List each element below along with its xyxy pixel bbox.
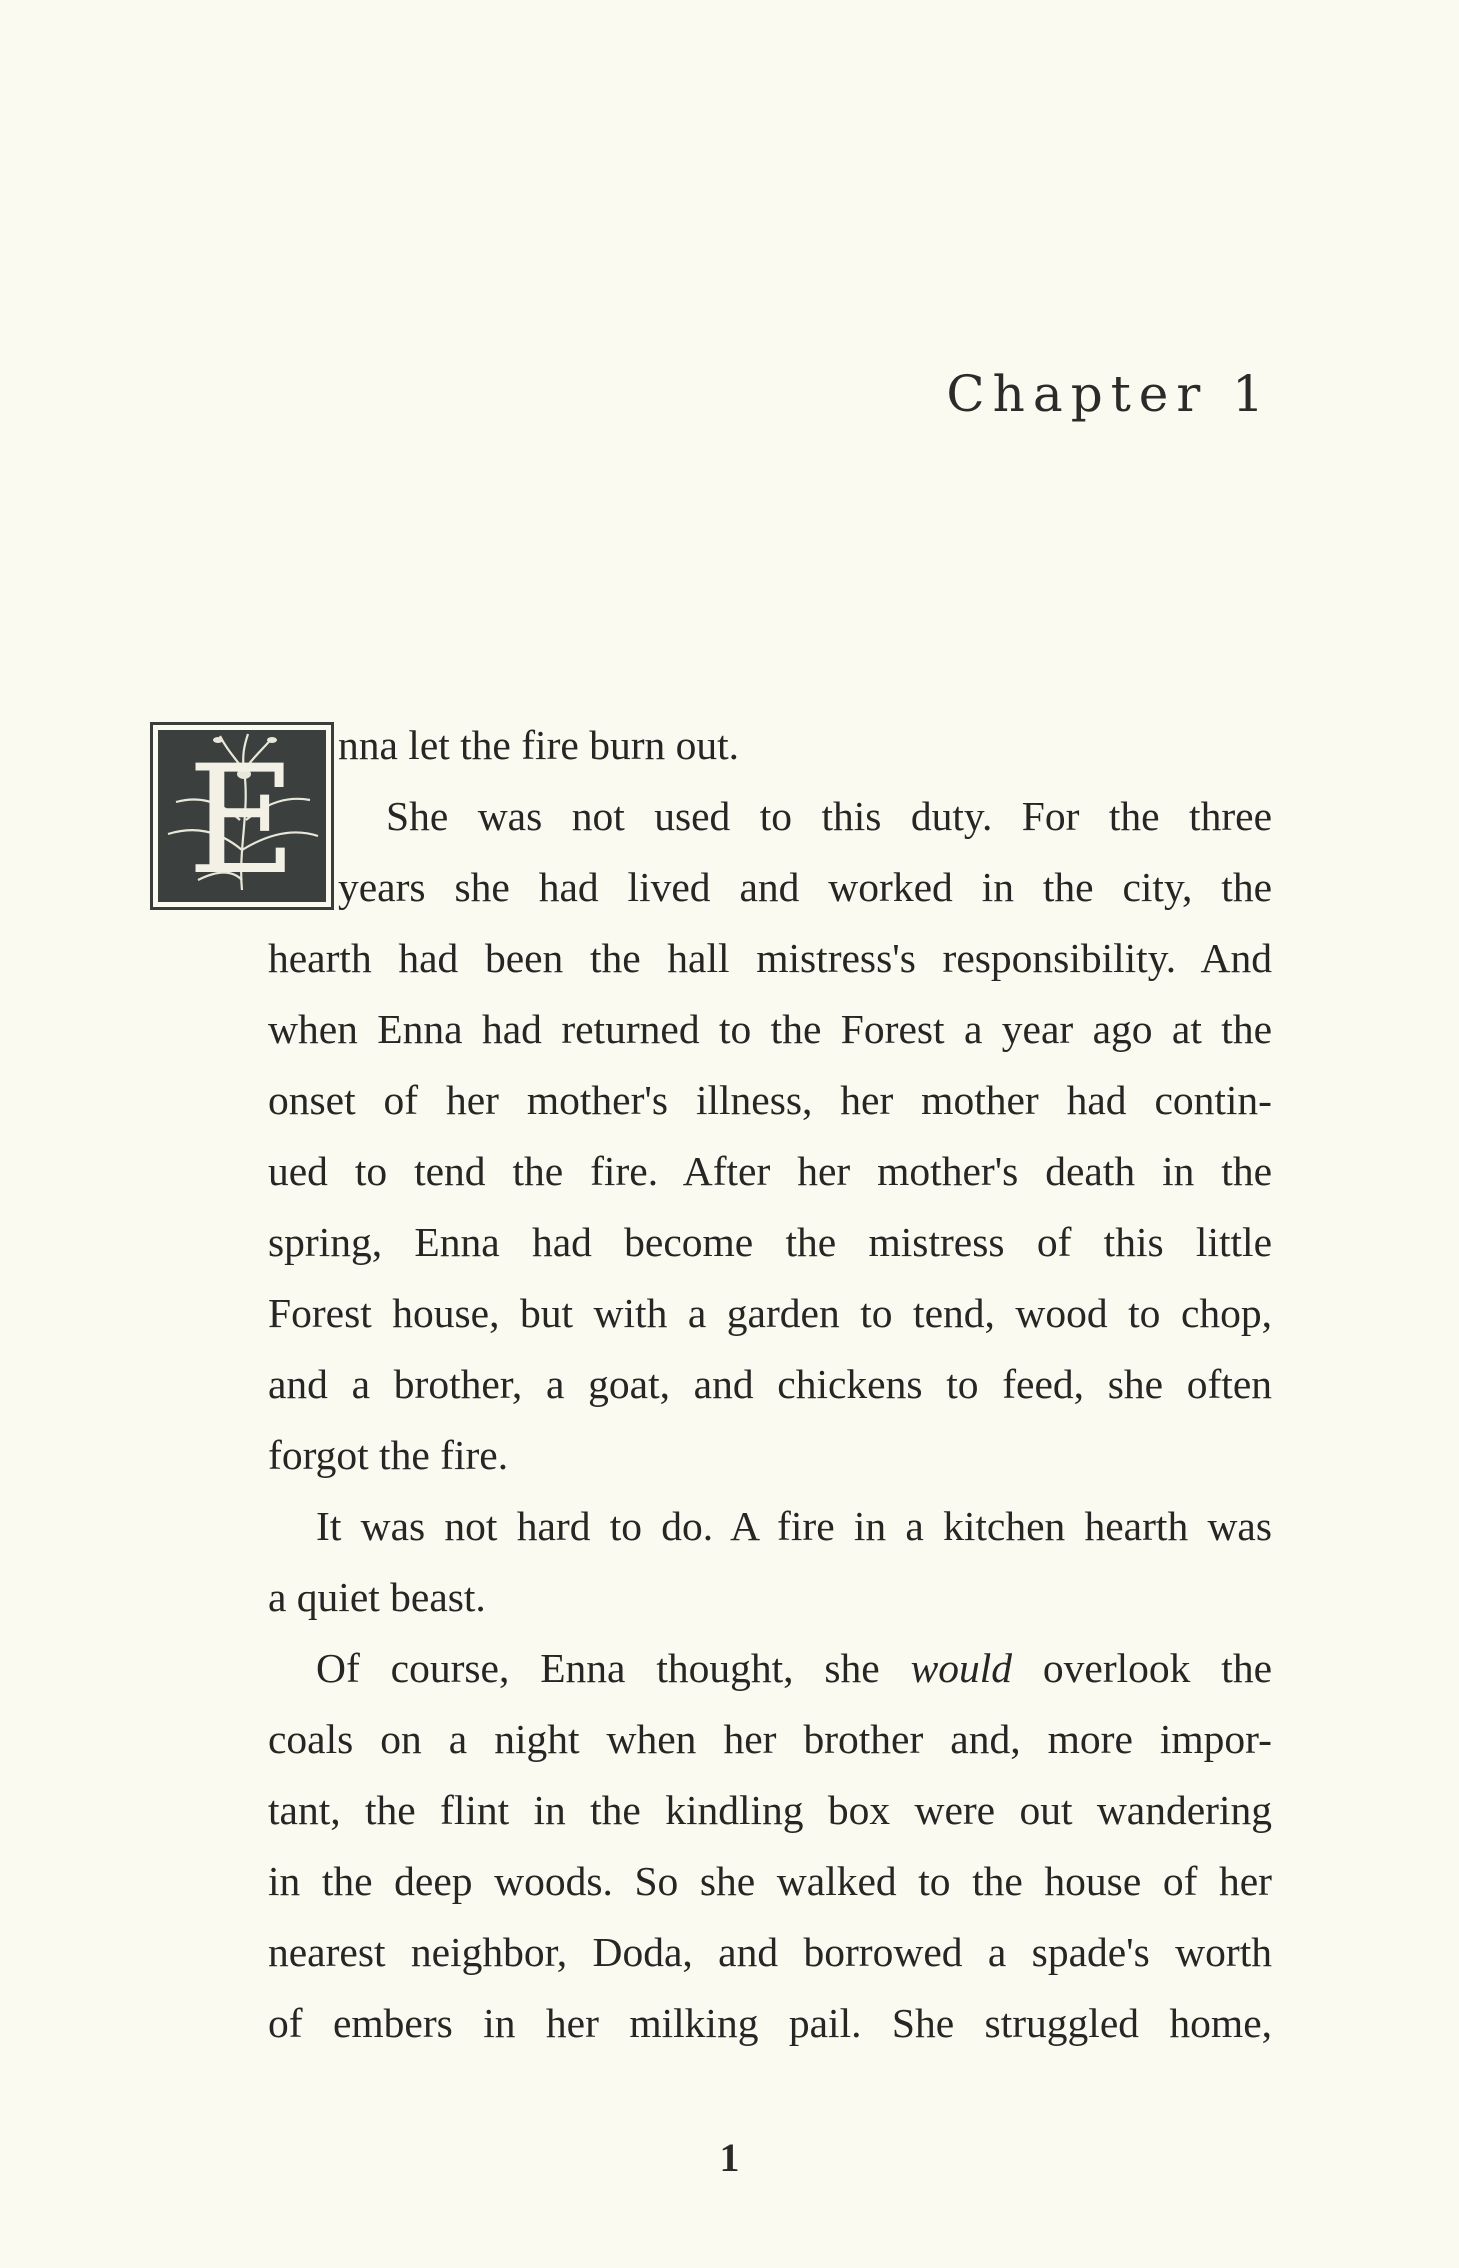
text-line: onset of her mother's illness, her mother had contin- — [268, 1077, 1272, 1123]
text-line: of embers in her milking pail. She struggled home, — [268, 2000, 1272, 2046]
text-line: Forest house, but with a garden to tend, wood to chop, — [268, 1290, 1272, 1336]
chapter-heading: Chapter 1 — [946, 365, 1272, 423]
italic-word: would — [910, 1645, 1013, 1691]
text-line: a quiet beast. — [268, 1574, 486, 1620]
text-line: when Enna had returned to the Forest a year ago at the — [268, 1006, 1272, 1052]
text-line: hearth had been the hall mistress's responsibility. And — [268, 935, 1272, 981]
text-line: She was not used to this duty. For the three — [386, 793, 1272, 839]
word: the — [1221, 1645, 1272, 1691]
text-line: ued to tend the fire. After her mother's death in the — [268, 1148, 1272, 1194]
text-segment — [316, 1633, 1272, 1704]
body-text — [268, 710, 1272, 2059]
text-line: forgot the fire. — [268, 1432, 509, 1478]
text-line: nearest neighbor, Doda, and borrowed a spade's worth — [268, 1929, 1272, 1975]
word: Of — [316, 1645, 360, 1691]
text-line: coals on a night when her brother and, more impor- — [268, 1716, 1272, 1762]
word: she — [824, 1645, 880, 1691]
text-line: tant, the flint in the kindling box were out wandering — [268, 1787, 1272, 1833]
text-line: spring, Enna had become the mistress of this little — [268, 1219, 1272, 1265]
page-number: 1 — [719, 2135, 740, 2180]
word: overlook — [1042, 1645, 1191, 1691]
text-line: and a brother, a goat, and chickens to feed, she often — [268, 1361, 1272, 1407]
text-line: in the deep woods. So she walked to the house of her — [268, 1858, 1272, 1904]
word: course, — [390, 1645, 510, 1691]
drop-cap-letter: E — [187, 734, 297, 902]
text-line-with-italic — [268, 1633, 1272, 1704]
word: Enna — [540, 1645, 626, 1691]
word: thought, — [656, 1645, 794, 1691]
text-line: It was not hard to do. A fire in a kitchen hearth was — [316, 1503, 1272, 1549]
text-line: nna let the fire burn out. — [338, 722, 740, 768]
text-line: years she had lived and worked in the city, the — [338, 864, 1272, 910]
